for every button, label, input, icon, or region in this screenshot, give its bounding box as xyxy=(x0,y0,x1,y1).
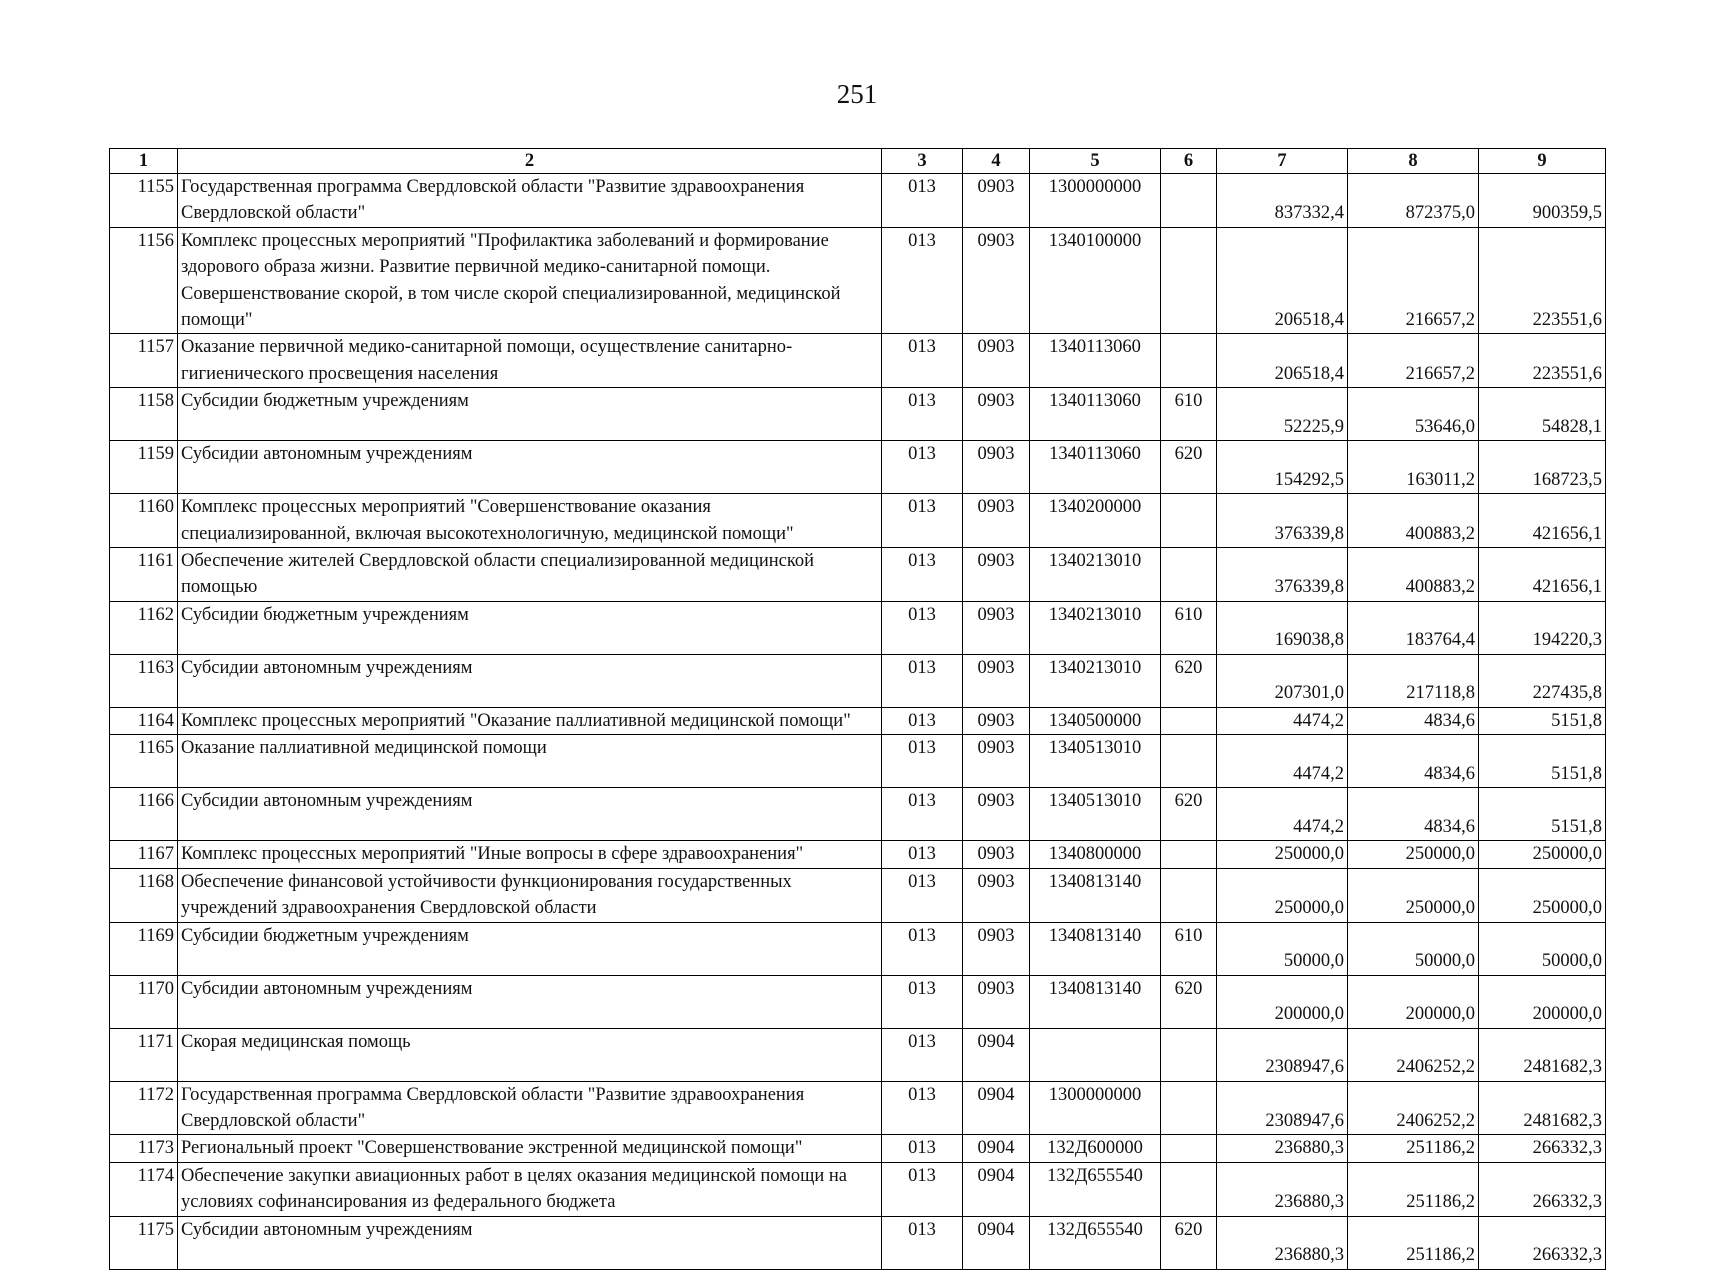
cell-col8: 251186,2 xyxy=(1348,1135,1479,1162)
cell-col8: 251186,2 xyxy=(1348,1162,1479,1216)
cell-col6: 610 xyxy=(1161,601,1217,654)
cell-col9: 900359,5 xyxy=(1479,174,1606,228)
cell-col8: 4834,6 xyxy=(1348,707,1479,734)
cell-col6: 620 xyxy=(1161,441,1217,494)
cell-col7: 206518,4 xyxy=(1217,334,1348,388)
cell-col6: 610 xyxy=(1161,922,1217,975)
row-number: 1155 xyxy=(110,174,178,228)
cell-col5: 132Д600000 xyxy=(1030,1135,1161,1162)
cell-col9: 200000,0 xyxy=(1479,975,1606,1028)
table-row xyxy=(110,388,1606,441)
cell-col7: 2308947,6 xyxy=(1217,1081,1348,1135)
table-row xyxy=(110,441,1606,494)
table-row xyxy=(110,601,1606,654)
row-number: 1157 xyxy=(110,334,178,388)
row-name: Субсидии бюджетным учреждениям xyxy=(178,922,882,975)
table-row xyxy=(110,1162,1606,1216)
cell-col9: 223551,6 xyxy=(1479,227,1606,334)
cell-col4: 0904 xyxy=(963,1135,1030,1162)
table-row xyxy=(110,1216,1606,1269)
cell-col4: 0903 xyxy=(963,922,1030,975)
table-row xyxy=(110,707,1606,734)
cell-col9: 5151,8 xyxy=(1479,788,1606,841)
row-number: 1168 xyxy=(110,868,178,922)
cell-col4: 0903 xyxy=(963,388,1030,441)
cell-col7: 4474,2 xyxy=(1217,788,1348,841)
cell-col9: 421656,1 xyxy=(1479,548,1606,602)
cell-col7: 376339,8 xyxy=(1217,494,1348,548)
cell-col7: 200000,0 xyxy=(1217,975,1348,1028)
cell-col9: 194220,3 xyxy=(1479,601,1606,654)
row-number: 1169 xyxy=(110,922,178,975)
cell-col9: 168723,5 xyxy=(1479,441,1606,494)
table-row xyxy=(110,788,1606,841)
cell-col9: 2481682,3 xyxy=(1479,1081,1606,1135)
cell-col7: 50000,0 xyxy=(1217,922,1348,975)
row-name: Комплекс процессных мероприятий "Иные вопросы в сфере здравоохранения" xyxy=(178,841,882,868)
row-name: Субсидии бюджетным учреждениям xyxy=(178,388,882,441)
row-number: 1159 xyxy=(110,441,178,494)
row-number: 1166 xyxy=(110,788,178,841)
cell-col4: 0903 xyxy=(963,841,1030,868)
row-number: 1170 xyxy=(110,975,178,1028)
column-header: 8 xyxy=(1348,149,1479,174)
cell-col4: 0903 xyxy=(963,601,1030,654)
cell-col7: 837332,4 xyxy=(1217,174,1348,228)
cell-col6: 620 xyxy=(1161,788,1217,841)
cell-col3: 013 xyxy=(882,707,963,734)
cell-col9: 223551,6 xyxy=(1479,334,1606,388)
cell-col8: 251186,2 xyxy=(1348,1216,1479,1269)
row-name: Комплекс процессных мероприятий "Профилактика заболеваний и формирование здорового образа жизни. Развитие первичной медико-санитарной помощи. Совершенствование скорой, в том числе скорой специализированной, медицинской помощи" xyxy=(178,227,882,334)
cell-col4: 0903 xyxy=(963,441,1030,494)
cell-col6 xyxy=(1161,227,1217,334)
cell-col6: 610 xyxy=(1161,388,1217,441)
row-number: 1165 xyxy=(110,735,178,788)
cell-col9: 54828,1 xyxy=(1479,388,1606,441)
cell-col6 xyxy=(1161,1162,1217,1216)
cell-col9: 50000,0 xyxy=(1479,922,1606,975)
cell-col8: 250000,0 xyxy=(1348,868,1479,922)
table-row xyxy=(110,654,1606,707)
cell-col8: 250000,0 xyxy=(1348,841,1479,868)
cell-col6 xyxy=(1161,494,1217,548)
cell-col6 xyxy=(1161,841,1217,868)
cell-col3: 013 xyxy=(882,601,963,654)
cell-col5: 1340213010 xyxy=(1030,601,1161,654)
cell-col5: 1340513010 xyxy=(1030,735,1161,788)
row-number: 1160 xyxy=(110,494,178,548)
row-number: 1163 xyxy=(110,654,178,707)
cell-col9: 5151,8 xyxy=(1479,735,1606,788)
cell-col4: 0903 xyxy=(963,548,1030,602)
column-header: 5 xyxy=(1030,149,1161,174)
cell-col7: 376339,8 xyxy=(1217,548,1348,602)
row-name: Обеспечение жителей Свердловской области специализированной медицинской помощью xyxy=(178,548,882,602)
cell-col7: 236880,3 xyxy=(1217,1216,1348,1269)
cell-col4: 0903 xyxy=(963,788,1030,841)
table-row xyxy=(110,1081,1606,1135)
column-header: 7 xyxy=(1217,149,1348,174)
cell-col6 xyxy=(1161,735,1217,788)
row-name: Субсидии автономным учреждениям xyxy=(178,441,882,494)
cell-col5: 1340213010 xyxy=(1030,654,1161,707)
column-header: 3 xyxy=(882,149,963,174)
cell-col4: 0904 xyxy=(963,1216,1030,1269)
cell-col3: 013 xyxy=(882,388,963,441)
table-row xyxy=(110,494,1606,548)
cell-col3: 013 xyxy=(882,174,963,228)
cell-col8: 2406252,2 xyxy=(1348,1028,1479,1081)
row-number: 1156 xyxy=(110,227,178,334)
cell-col7: 4474,2 xyxy=(1217,707,1348,734)
row-name: Региональный проект "Совершенствование экстренной медицинской помощи" xyxy=(178,1135,882,1162)
row-name: Субсидии автономным учреждениям xyxy=(178,654,882,707)
cell-col8: 4834,6 xyxy=(1348,788,1479,841)
cell-col7: 250000,0 xyxy=(1217,868,1348,922)
cell-col5: 1340813140 xyxy=(1030,868,1161,922)
cell-col5: 1340500000 xyxy=(1030,707,1161,734)
cell-col6 xyxy=(1161,334,1217,388)
cell-col6 xyxy=(1161,868,1217,922)
cell-col3: 013 xyxy=(882,922,963,975)
column-header: 2 xyxy=(178,149,882,174)
cell-col8: 53646,0 xyxy=(1348,388,1479,441)
cell-col3: 013 xyxy=(882,334,963,388)
table-row xyxy=(110,334,1606,388)
row-number: 1167 xyxy=(110,841,178,868)
cell-col8: 4834,6 xyxy=(1348,735,1479,788)
cell-col3: 013 xyxy=(882,1135,963,1162)
row-number: 1171 xyxy=(110,1028,178,1081)
table-header-row xyxy=(110,149,1606,174)
row-name: Комплекс процессных мероприятий "Оказание паллиативной медицинской помощи" xyxy=(178,707,882,734)
row-number: 1161 xyxy=(110,548,178,602)
cell-col5: 1300000000 xyxy=(1030,174,1161,228)
cell-col3: 013 xyxy=(882,654,963,707)
cell-col5: 1300000000 xyxy=(1030,1081,1161,1135)
row-name: Субсидии автономным учреждениям xyxy=(178,975,882,1028)
cell-col5: 1340113060 xyxy=(1030,334,1161,388)
cell-col3: 013 xyxy=(882,227,963,334)
table-row xyxy=(110,1028,1606,1081)
cell-col8: 163011,2 xyxy=(1348,441,1479,494)
cell-col5: 1340813140 xyxy=(1030,975,1161,1028)
row-number: 1164 xyxy=(110,707,178,734)
cell-col3: 013 xyxy=(882,841,963,868)
cell-col8: 216657,2 xyxy=(1348,227,1479,334)
cell-col9: 2481682,3 xyxy=(1479,1028,1606,1081)
cell-col4: 0903 xyxy=(963,735,1030,788)
row-name: Субсидии бюджетным учреждениям xyxy=(178,601,882,654)
cell-col8: 216657,2 xyxy=(1348,334,1479,388)
row-name: Скорая медицинская помощь xyxy=(178,1028,882,1081)
cell-col4: 0903 xyxy=(963,868,1030,922)
row-name: Обеспечение закупки авиационных работ в целях оказания медицинской помощи на условиях софинансирования из федерального бюджета xyxy=(178,1162,882,1216)
cell-col9: 250000,0 xyxy=(1479,841,1606,868)
cell-col3: 013 xyxy=(882,1081,963,1135)
row-name: Субсидии автономным учреждениям xyxy=(178,1216,882,1269)
row-number: 1162 xyxy=(110,601,178,654)
row-name: Комплекс процессных мероприятий "Совершенствование оказания специализированной, включая высокотехнологичную, медицинской помощи" xyxy=(178,494,882,548)
cell-col7: 236880,3 xyxy=(1217,1162,1348,1216)
cell-col8: 2406252,2 xyxy=(1348,1081,1479,1135)
cell-col5: 1340113060 xyxy=(1030,441,1161,494)
cell-col5: 1340113060 xyxy=(1030,388,1161,441)
cell-col6 xyxy=(1161,174,1217,228)
cell-col4: 0903 xyxy=(963,174,1030,228)
cell-col3: 013 xyxy=(882,1028,963,1081)
cell-col6 xyxy=(1161,1081,1217,1135)
table-row xyxy=(110,841,1606,868)
cell-col5: 132Д655540 xyxy=(1030,1162,1161,1216)
cell-col4: 0903 xyxy=(963,227,1030,334)
cell-col5: 1340100000 xyxy=(1030,227,1161,334)
cell-col5: 1340200000 xyxy=(1030,494,1161,548)
cell-col5: 1340513010 xyxy=(1030,788,1161,841)
cell-col5 xyxy=(1030,1028,1161,1081)
cell-col7: 169038,8 xyxy=(1217,601,1348,654)
cell-col8: 400883,2 xyxy=(1348,548,1479,602)
cell-col7: 52225,9 xyxy=(1217,388,1348,441)
cell-col9: 266332,3 xyxy=(1479,1135,1606,1162)
row-name: Оказание паллиативной медицинской помощи xyxy=(178,735,882,788)
row-name: Оказание первичной медико-санитарной помощи, осуществление санитарно-гигиенического просвещения населения xyxy=(178,334,882,388)
cell-col4: 0903 xyxy=(963,707,1030,734)
cell-col9: 421656,1 xyxy=(1479,494,1606,548)
cell-col5: 1340800000 xyxy=(1030,841,1161,868)
cell-col4: 0903 xyxy=(963,494,1030,548)
row-name: Обеспечение финансовой устойчивости функционирования государственных учреждений здравоохранения Свердловской области xyxy=(178,868,882,922)
cell-col3: 013 xyxy=(882,1216,963,1269)
cell-col3: 013 xyxy=(882,735,963,788)
cell-col5: 132Д655540 xyxy=(1030,1216,1161,1269)
cell-col7: 4474,2 xyxy=(1217,735,1348,788)
cell-col8: 50000,0 xyxy=(1348,922,1479,975)
budget-table xyxy=(109,148,1606,1270)
column-header: 1 xyxy=(110,149,178,174)
row-number: 1173 xyxy=(110,1135,178,1162)
cell-col4: 0903 xyxy=(963,334,1030,388)
cell-col6: 620 xyxy=(1161,1216,1217,1269)
cell-col7: 154292,5 xyxy=(1217,441,1348,494)
cell-col3: 013 xyxy=(882,1162,963,1216)
table-row xyxy=(110,174,1606,228)
table-row xyxy=(110,548,1606,602)
row-number: 1175 xyxy=(110,1216,178,1269)
cell-col6 xyxy=(1161,707,1217,734)
table-row xyxy=(110,227,1606,334)
table-row xyxy=(110,922,1606,975)
cell-col8: 400883,2 xyxy=(1348,494,1479,548)
cell-col5: 1340813140 xyxy=(1030,922,1161,975)
column-header: 6 xyxy=(1161,149,1217,174)
table-row xyxy=(110,1135,1606,1162)
cell-col4: 0904 xyxy=(963,1028,1030,1081)
row-name: Государственная программа Свердловской области "Развитие здравоохранения Свердловской области" xyxy=(178,1081,882,1135)
cell-col4: 0904 xyxy=(963,1081,1030,1135)
row-number: 1172 xyxy=(110,1081,178,1135)
cell-col4: 0903 xyxy=(963,975,1030,1028)
cell-col3: 013 xyxy=(882,441,963,494)
cell-col3: 013 xyxy=(882,548,963,602)
cell-col6: 620 xyxy=(1161,975,1217,1028)
page-number: 251 xyxy=(836,79,878,109)
cell-col4: 0904 xyxy=(963,1162,1030,1216)
cell-col3: 013 xyxy=(882,788,963,841)
cell-col9: 250000,0 xyxy=(1479,868,1606,922)
cell-col9: 227435,8 xyxy=(1479,654,1606,707)
column-header: 4 xyxy=(963,149,1030,174)
cell-col9: 5151,8 xyxy=(1479,707,1606,734)
table-row xyxy=(110,868,1606,922)
cell-col7: 236880,3 xyxy=(1217,1135,1348,1162)
cell-col5: 1340213010 xyxy=(1030,548,1161,602)
cell-col8: 217118,8 xyxy=(1348,654,1479,707)
row-name: Субсидии автономным учреждениям xyxy=(178,788,882,841)
cell-col6 xyxy=(1161,1028,1217,1081)
cell-col3: 013 xyxy=(882,975,963,1028)
cell-col6 xyxy=(1161,548,1217,602)
cell-col8: 872375,0 xyxy=(1348,174,1479,228)
cell-col6 xyxy=(1161,1135,1217,1162)
cell-col8: 200000,0 xyxy=(1348,975,1479,1028)
cell-col7: 2308947,6 xyxy=(1217,1028,1348,1081)
cell-col4: 0903 xyxy=(963,654,1030,707)
cell-col9: 266332,3 xyxy=(1479,1162,1606,1216)
table-row xyxy=(110,735,1606,788)
row-name: Государственная программа Свердловской области "Развитие здравоохранения Свердловской области" xyxy=(178,174,882,228)
column-header: 9 xyxy=(1479,149,1606,174)
row-number: 1174 xyxy=(110,1162,178,1216)
cell-col6: 620 xyxy=(1161,654,1217,707)
cell-col3: 013 xyxy=(882,494,963,548)
cell-col8: 183764,4 xyxy=(1348,601,1479,654)
row-number: 1158 xyxy=(110,388,178,441)
table-row xyxy=(110,975,1606,1028)
cell-col7: 250000,0 xyxy=(1217,841,1348,868)
cell-col9: 266332,3 xyxy=(1479,1216,1606,1269)
cell-col7: 207301,0 xyxy=(1217,654,1348,707)
cell-col7: 206518,4 xyxy=(1217,227,1348,334)
cell-col3: 013 xyxy=(882,868,963,922)
